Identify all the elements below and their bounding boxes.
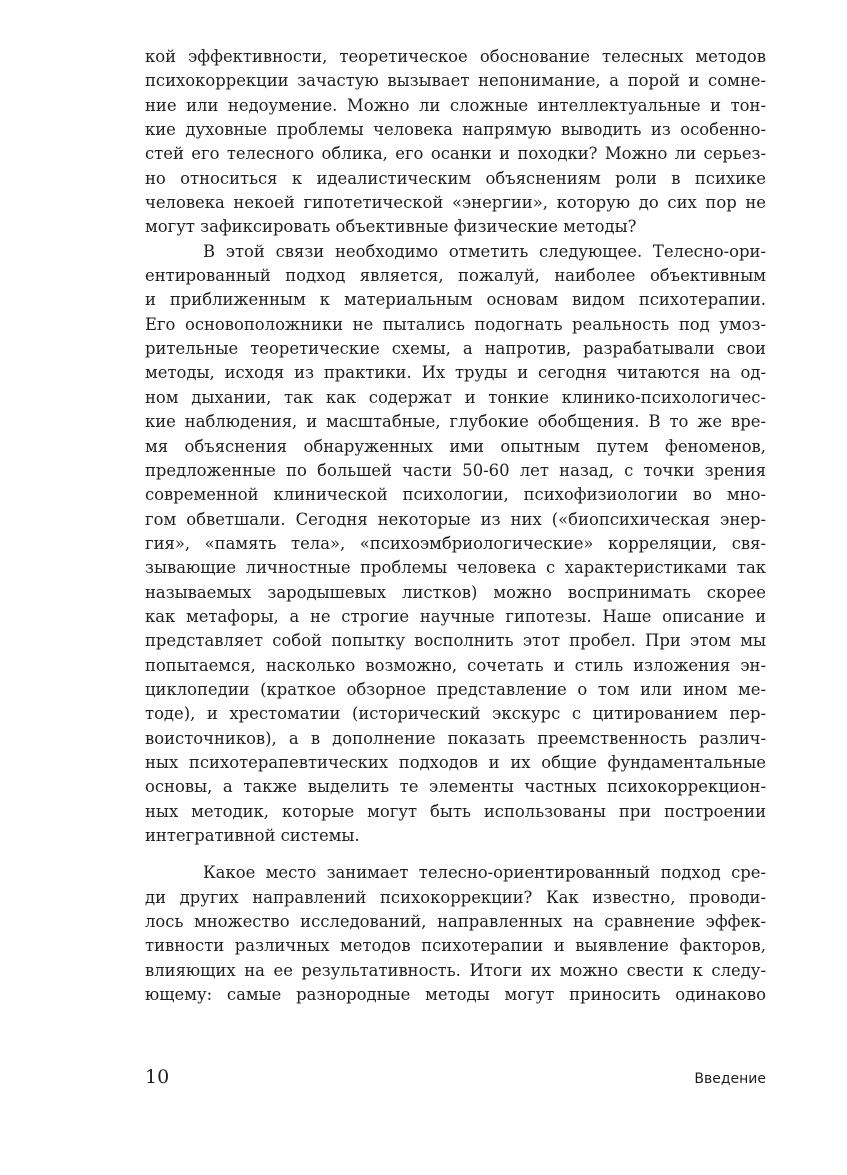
text-line: предложенные по большей части 50-60 лет назад, с точки зрения xyxy=(145,460,766,480)
text-line: стей его телесного облика, его осанки и походки? Можно ли серьез- xyxy=(145,144,766,164)
text-line: кой эффективности, теоретическое обоснование телесных методов xyxy=(145,47,766,66)
text-line: ных психотерапевтических подходов и их общие фундаментальные xyxy=(145,752,766,772)
text-line: лось множество исследований, направленных на сравнение эффек- xyxy=(145,912,766,932)
text-line: кие духовные проблемы человека напрямую выводить из особенно- xyxy=(145,120,766,140)
text-line: ди других направлений психокоррекции? Как известно, проводи- xyxy=(145,887,766,907)
text-line: современной клинической психологии, психофизиологии во мно- xyxy=(145,485,766,505)
text-line: методы, исходя из практики. Их труды и сегодня читаются на од- xyxy=(145,363,766,383)
text-line: но относиться к идеалистическим объяснениям роли в психике xyxy=(145,168,766,188)
text-line: кие наблюдения, и масштабные, глубокие обобщения. В то же вре- xyxy=(145,412,766,432)
text-line: Его основоположники не пытались подогнать реальность под умоз- xyxy=(145,314,766,334)
text-line: психокоррекции зачастую вызывает непонимание, а порой и сомне- xyxy=(145,71,766,91)
text-line: ющему: самые разнородные методы могут приносить одинаково xyxy=(145,985,766,1005)
text-line: рительные теоретические схемы, а напротив, разрабатывали свои xyxy=(145,339,766,359)
text-line: ных методик, которые могут быть использованы при построении xyxy=(145,801,766,821)
page-footer xyxy=(145,1066,766,1088)
text-line: называемых зародышевых листков) можно воспринимать скорее xyxy=(145,582,766,602)
text-line: представляет собой попытку восполнить этот пробел. При этом мы xyxy=(145,631,766,651)
paragraph-2 xyxy=(145,240,766,849)
text-line: гом обветшали. Сегодня некоторые из них («биопсихическая энер- xyxy=(145,509,766,529)
text-line: зывающие личностные проблемы человека с характеристиками так xyxy=(145,558,766,578)
text-line: гия», «память тела», «психоэмбриологические» корреляции, свя- xyxy=(145,533,766,553)
text-line: интегративной системы. xyxy=(145,826,360,845)
body-text xyxy=(145,45,766,1007)
text-line: и приближенным к материальным основам видом психотерапии. xyxy=(145,290,766,310)
page-number: 10 xyxy=(145,1066,170,1088)
text-line: В этой связи необходимо отметить следующее. Телесно-ори- xyxy=(203,241,766,261)
paragraph-3 xyxy=(145,861,766,1007)
text-line: циклопедии (краткое обзорное представление о том или ином ме- xyxy=(145,679,766,699)
text-line: ние или недоумение. Можно ли сложные интеллектуальные и тон- xyxy=(145,95,766,115)
text-line: как метафоры, а не строгие научные гипотезы. Наше описание и xyxy=(145,606,766,626)
text-line: тивности различных методов психотерапии и выявление факторов, xyxy=(145,936,766,956)
text-line: могут зафиксировать объективные физические методы? xyxy=(145,217,637,237)
text-line: влияющих на ее результативность. Итоги их можно свести к следу- xyxy=(145,960,766,980)
text-line: Какое место занимает телесно-ориентированный подход сре- xyxy=(203,863,766,883)
paragraph-1 xyxy=(145,45,766,240)
running-section-title: Введение xyxy=(694,1071,766,1087)
paragraph-spacer xyxy=(145,848,766,861)
text-line: мя объяснения обнаруженных ими опытным путем феноменов, xyxy=(145,436,766,456)
text-line: человека некоей гипотетической «энергии», которую до сих пор не xyxy=(145,193,766,213)
text-line: попытаемся, насколько возможно, сочетать и стиль изложения эн- xyxy=(145,655,766,675)
text-line: воисточников), а в дополнение показать преемственность различ- xyxy=(145,728,766,748)
text-line: основы, а также выделить те элементы частных психокоррекцион- xyxy=(145,777,766,797)
text-line: ном дыхании, так как содержат и тонкие клинико-психологичес- xyxy=(145,387,766,407)
text-line: тоде), и хрестоматии (исторический экскурс с цитированием пер- xyxy=(145,704,766,724)
text-line: ентированный подход является, пожалуй, наиболее объективным xyxy=(145,266,766,286)
